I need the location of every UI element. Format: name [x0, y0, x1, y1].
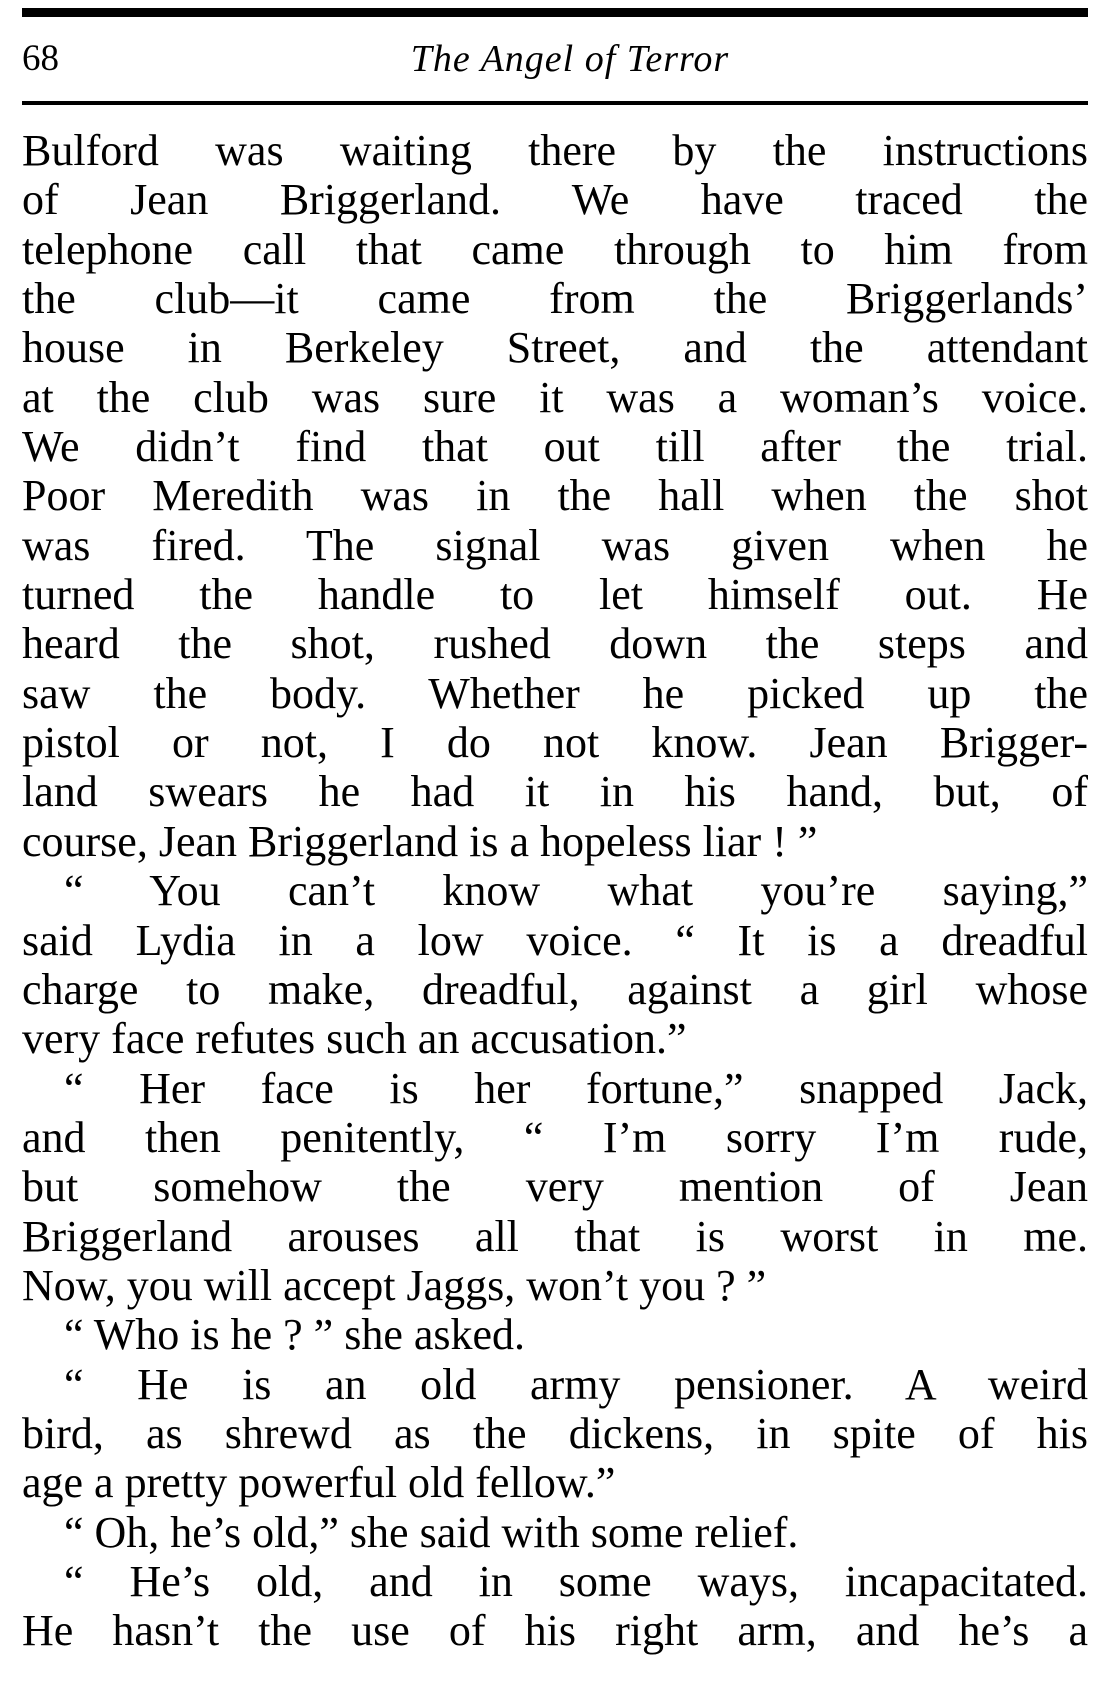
text-line: We didn’t find that out till after the trial. [22, 422, 1088, 472]
text-line: at the club was sure it was a woman’s voice. [22, 372, 1088, 422]
text-line: but somehow the very mention of Jean [22, 1162, 1088, 1212]
text-line: telephone call that came through to him from [22, 224, 1088, 274]
text-line: “ You can’t know what you’re saying,” [64, 866, 1088, 916]
text-line: Bulford was waiting there by the instructions [22, 126, 1088, 175]
text-line: of Jean Briggerland. We have traced the [22, 175, 1088, 225]
text-line: saw the body. Whether he picked up the [22, 668, 1088, 718]
text-line: turned the handle to let himself out. He [22, 570, 1088, 620]
page-header [22, 34, 1088, 84]
text-line: “ Oh, he’s old,” she said with some relief. [64, 1507, 799, 1557]
text-line: Briggerland arouses all that is worst in me. [22, 1211, 1088, 1261]
text-line: “ He’s old, and in some ways, incapacitated. [64, 1556, 1088, 1606]
text-line: land swears he had it in his hand, but, of [22, 767, 1088, 817]
top-rule [22, 8, 1088, 17]
header-rule [22, 101, 1088, 105]
running-title: The Angel of Terror [410, 38, 730, 80]
text-line: the club—it came from the Briggerlands’ [22, 274, 1088, 324]
text-line: age a pretty powerful old fellow.” [22, 1458, 616, 1508]
text-line: very face refutes such an accusation.” [22, 1014, 687, 1064]
text-line: pistol or not, I do not know. Jean Brigger- [22, 718, 1088, 768]
text-line: “ Her face is her fortune,” snapped Jack, [64, 1063, 1088, 1113]
text-line: said Lydia in a low voice. “ It is a dreadful [22, 915, 1088, 965]
text-line: and then penitently, “ I’m sorry I’m rude, [22, 1112, 1088, 1162]
text-line: Poor Meredith was in the hall when the shot [22, 471, 1088, 521]
text-line: course, Jean Briggerland is a hopeless liar ! ” [22, 816, 818, 866]
body-text [22, 126, 1088, 1656]
text-line: bird, as shrewd as the dickens, in spite of his [22, 1408, 1088, 1458]
text-line: Now, you will accept Jaggs, won’t you ? ” [22, 1260, 767, 1310]
text-line: charge to make, dreadful, against a girl whose [22, 964, 1088, 1014]
page-number: 68 [22, 38, 59, 79]
text-line: He hasn’t the use of his right arm, and he’s a [22, 1606, 1088, 1656]
text-line: house in Berkeley Street, and the attendant [22, 323, 1088, 373]
text-line: “ He is an old army pensioner. A weird [64, 1359, 1088, 1409]
text-line: was fired. The signal was given when he [22, 520, 1088, 570]
text-line: heard the shot, rushed down the steps and [22, 619, 1088, 669]
text-line: “ Who is he ? ” she asked. [64, 1310, 526, 1360]
